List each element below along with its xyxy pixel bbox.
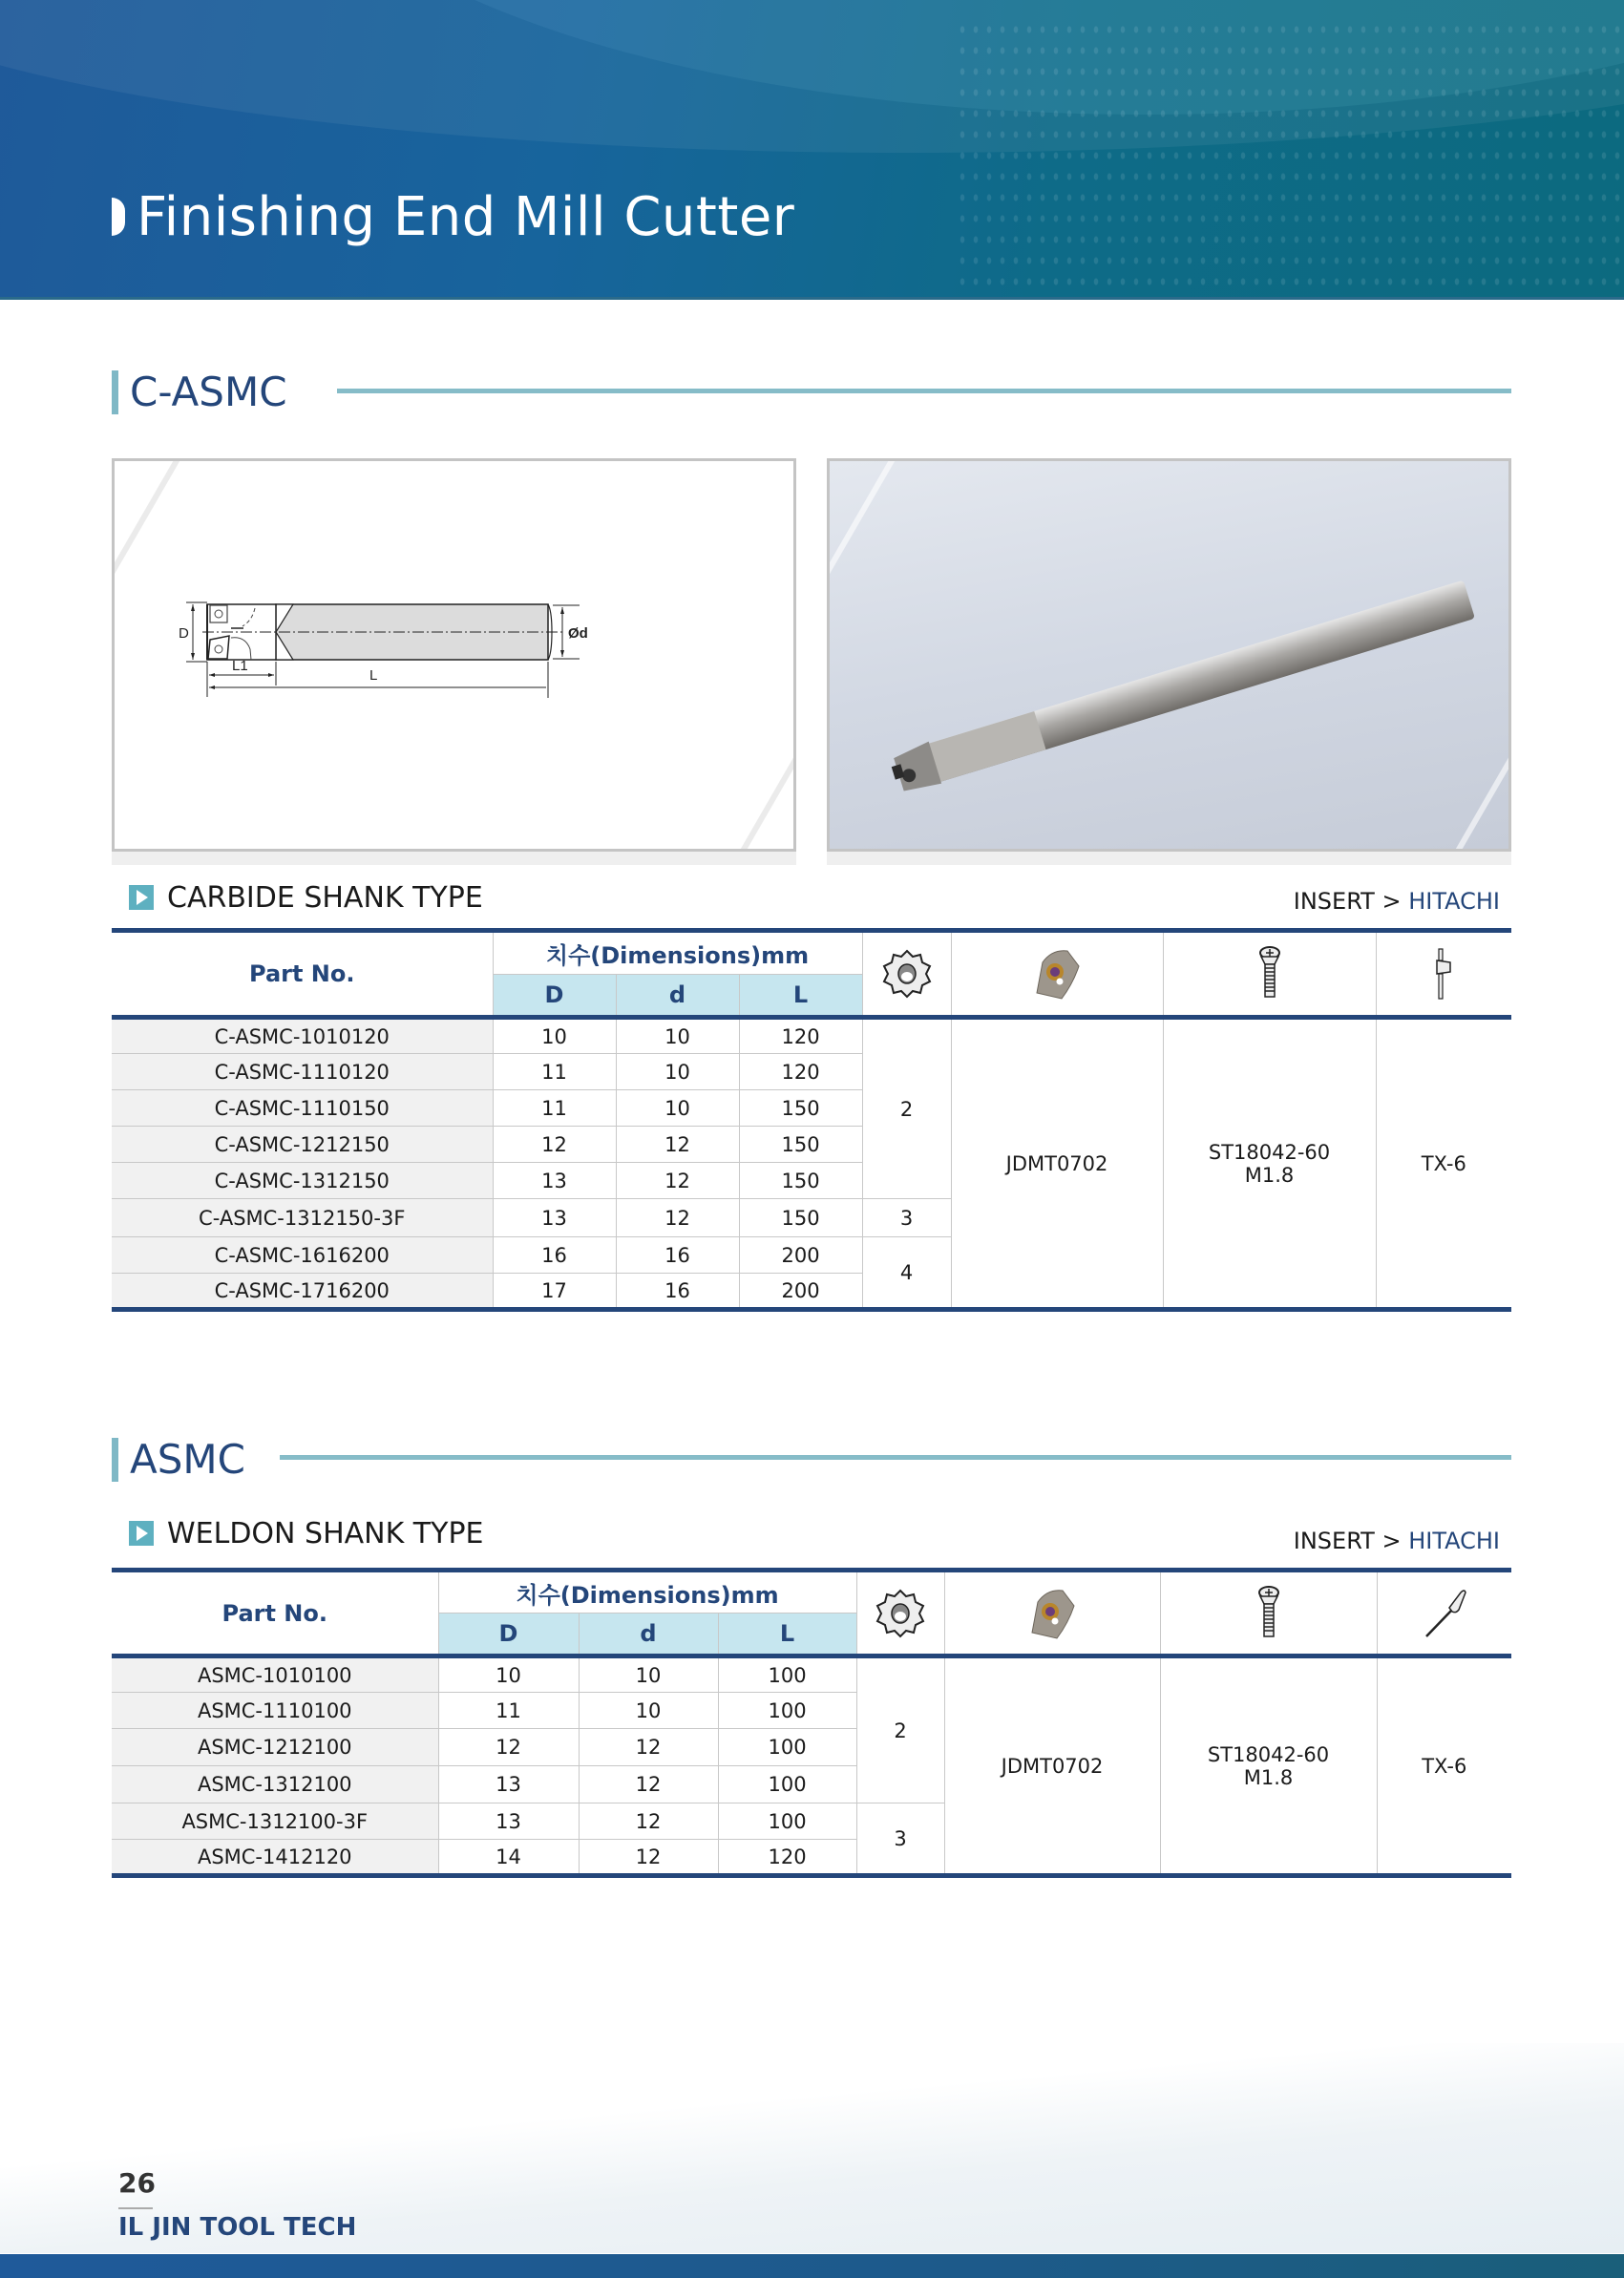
subsection-title: WELDON SHANK TYPE — [167, 1516, 484, 1550]
dim-d: 16 — [616, 1237, 739, 1274]
section-heading-asmc — [112, 1436, 245, 1483]
dim-D: 16 — [493, 1237, 616, 1274]
header-insert — [944, 1571, 1160, 1656]
flute-count: 2 — [856, 1656, 944, 1803]
subsection-carbide-shank — [129, 876, 483, 918]
subsection-weldon-shank — [129, 1512, 484, 1554]
insert-brand: HITACHI — [1408, 888, 1500, 915]
insert-label: INSERT — [1293, 888, 1375, 915]
dim-L: 100 — [718, 1729, 856, 1766]
header-dimensions: 치수(Dimensions)mm — [438, 1571, 856, 1614]
part-number: ASMC-1110100 — [112, 1693, 438, 1729]
screw-code-line1: ST18042-60 — [1208, 1140, 1331, 1164]
screw-code — [1160, 1656, 1377, 1876]
section-title: C-ASMC — [130, 369, 287, 415]
part-number: ASMC-1412120 — [112, 1840, 438, 1876]
header-d: d — [616, 975, 739, 1018]
dim-d: 16 — [616, 1274, 739, 1310]
wrench-icon — [1429, 945, 1458, 1002]
screw-code-line2: M1.8 — [1243, 1765, 1294, 1789]
dim-D: 10 — [438, 1656, 579, 1693]
screw-code-line1: ST18042-60 — [1207, 1742, 1330, 1766]
flute-count: 3 — [862, 1199, 951, 1237]
header-wrench — [1376, 931, 1511, 1018]
part-number: C-ASMC-1110150 — [112, 1090, 493, 1127]
dim-d: 12 — [579, 1840, 718, 1876]
dim-d: 12 — [616, 1163, 739, 1199]
dim-d: 12 — [579, 1766, 718, 1803]
drawing-label-L1: L1 — [232, 658, 248, 674]
header-screw — [1160, 1571, 1377, 1656]
dim-L: 100 — [718, 1693, 856, 1729]
part-number: ASMC-1212100 — [112, 1729, 438, 1766]
header-part-no: Part No. — [112, 1571, 438, 1656]
part-number: ASMC-1312100-3F — [112, 1803, 438, 1840]
insert-separator: > — [1381, 1528, 1402, 1554]
technical-drawing — [112, 458, 796, 852]
product-photo-box — [827, 458, 1511, 852]
dim-D: 17 — [493, 1274, 616, 1310]
dim-d: 12 — [579, 1803, 718, 1840]
header-screw — [1163, 931, 1376, 1018]
dim-L: 120 — [718, 1840, 856, 1876]
header-insert — [951, 931, 1163, 1018]
flute-count: 3 — [856, 1803, 944, 1876]
section-divider — [337, 389, 1511, 393]
dim-L: 120 — [739, 1018, 862, 1054]
header-d: d — [579, 1614, 718, 1656]
screw-code-line2: M1.8 — [1244, 1163, 1295, 1187]
part-number: C-ASMC-1716200 — [112, 1274, 493, 1310]
dim-D: 10 — [493, 1018, 616, 1054]
insert-brand-label — [1294, 1528, 1500, 1554]
company-name: IL JIN TOOL TECH — [118, 2213, 357, 2242]
table-row — [112, 1656, 1511, 1693]
screwdriver-icon — [1421, 1587, 1468, 1640]
insert-icon — [1023, 945, 1090, 1002]
page-title-group — [112, 183, 794, 250]
dim-d: 10 — [616, 1018, 739, 1054]
header-D: D — [438, 1614, 579, 1656]
dim-D: 11 — [493, 1054, 616, 1090]
screw-icon — [1255, 1585, 1283, 1642]
insert-brand: HITACHI — [1408, 1528, 1500, 1554]
drawing-label-L: L — [369, 667, 378, 684]
dim-d: 10 — [616, 1054, 739, 1090]
title-bullet-icon — [112, 198, 125, 236]
header-D: D — [493, 975, 616, 1018]
part-number: C-ASMC-1312150 — [112, 1163, 493, 1199]
part-number: ASMC-1010100 — [112, 1656, 438, 1693]
part-number: C-ASMC-1010120 — [112, 1018, 493, 1054]
wrench-code: TX-6 — [1377, 1656, 1511, 1876]
dim-d: 10 — [579, 1656, 718, 1693]
image-shadow — [112, 852, 796, 865]
insert-code: JDMT0702 — [944, 1656, 1160, 1876]
header-screwdriver — [1377, 1571, 1511, 1656]
dim-d: 12 — [579, 1729, 718, 1766]
dim-D: 13 — [493, 1163, 616, 1199]
part-number: C-ASMC-1312150-3F — [112, 1199, 493, 1237]
dim-D: 13 — [438, 1766, 579, 1803]
play-bullet-icon — [129, 1521, 154, 1546]
dim-L: 120 — [739, 1054, 862, 1090]
insert-icon — [1019, 1585, 1086, 1642]
screw-code — [1163, 1018, 1376, 1310]
insert-label: INSERT — [1293, 1528, 1375, 1554]
page-title: Finishing End Mill Cutter — [137, 185, 795, 248]
dim-L: 100 — [718, 1803, 856, 1840]
insert-brand-label — [1294, 888, 1500, 915]
section-heading-c-asmc — [112, 369, 287, 415]
wrench-code: TX-6 — [1376, 1018, 1511, 1310]
dim-D: 12 — [438, 1729, 579, 1766]
subsection-title: CARBIDE SHANK TYPE — [167, 880, 483, 915]
header-part-no: Part No. — [112, 931, 493, 1018]
footer-band — [0, 2254, 1624, 2278]
dim-d: 12 — [616, 1199, 739, 1237]
screw-icon — [1255, 945, 1284, 1002]
insert-code: JDMT0702 — [951, 1018, 1163, 1310]
part-number: C-ASMC-1616200 — [112, 1237, 493, 1274]
dim-D: 12 — [493, 1127, 616, 1163]
dim-L: 100 — [718, 1766, 856, 1803]
dim-d: 10 — [616, 1090, 739, 1127]
flute-count-icon — [880, 947, 934, 1001]
table-row — [112, 1018, 1511, 1054]
section-accent-bar — [112, 1438, 118, 1482]
insert-separator: > — [1381, 888, 1402, 915]
dim-d: 10 — [579, 1693, 718, 1729]
header-L: L — [718, 1614, 856, 1656]
spec-table-asmc — [112, 1568, 1511, 1878]
drawing-label-d: Ød — [568, 625, 588, 642]
technical-drawing-box — [112, 458, 796, 852]
dim-L: 150 — [739, 1199, 862, 1237]
dim-L: 200 — [739, 1237, 862, 1274]
dim-L: 100 — [718, 1656, 856, 1693]
flute-count-icon — [874, 1587, 927, 1640]
header-dimensions: 치수(Dimensions)mm — [493, 931, 862, 975]
dim-D: 11 — [493, 1090, 616, 1127]
image-shadow — [827, 852, 1511, 865]
dim-L: 200 — [739, 1274, 862, 1310]
dim-D: 11 — [438, 1693, 579, 1729]
dim-L: 150 — [739, 1163, 862, 1199]
section-title: ASMC — [130, 1436, 245, 1483]
dim-D: 14 — [438, 1840, 579, 1876]
part-number: C-ASMC-1212150 — [112, 1127, 493, 1163]
page-number-rule — [118, 2207, 153, 2209]
spec-table-c-asmc — [112, 928, 1511, 1312]
drawing-label-D: D — [179, 625, 189, 642]
dim-d: 12 — [616, 1127, 739, 1163]
section-accent-bar — [112, 370, 118, 414]
dim-L: 150 — [739, 1090, 862, 1127]
part-number: C-ASMC-1110120 — [112, 1054, 493, 1090]
page-number: 26 — [118, 2167, 156, 2199]
flute-count: 2 — [862, 1018, 951, 1199]
flute-count: 4 — [862, 1237, 951, 1310]
play-bullet-icon — [129, 885, 154, 910]
header-flutes — [856, 1571, 944, 1656]
product-photo — [827, 458, 1511, 852]
dim-D: 13 — [493, 1199, 616, 1237]
header-banner — [0, 0, 1624, 300]
part-number: ASMC-1312100 — [112, 1766, 438, 1803]
header-L: L — [739, 975, 862, 1018]
section-divider — [280, 1455, 1511, 1460]
dim-D: 13 — [438, 1803, 579, 1840]
header-flutes — [862, 931, 951, 1018]
dim-L: 150 — [739, 1127, 862, 1163]
